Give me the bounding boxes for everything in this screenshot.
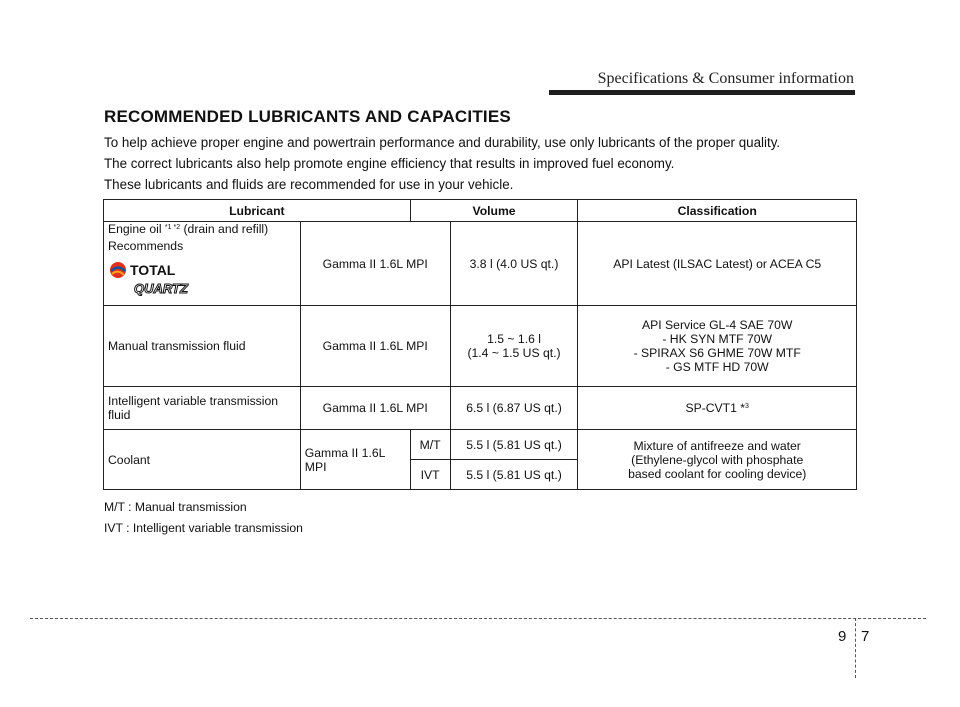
coolant-mt-label: M/T (410, 430, 450, 460)
engine-oil-volume: 3.8 l (4.0 US qt.) (450, 222, 578, 306)
ivt-label: Intelligent variable transmission fluid (104, 387, 301, 430)
ivt-volume: 6.5 l (6.87 US qt.) (450, 387, 578, 430)
classification-line: - GS MTF HD 70W (665, 360, 769, 374)
classification-line: - HK SYN MTF 70W (662, 332, 773, 346)
manual-transmission-engine: Gamma II 1.6L MPI (300, 306, 450, 387)
recommends-label: Recommends (108, 239, 184, 253)
classification-line: - SPIRAX S6 GHME 70W MTF (633, 346, 801, 360)
classification-line: based coolant for cooling device) (628, 466, 807, 481)
classification-line: API Service GL-4 SAE 70W (642, 318, 793, 332)
table-header-row (104, 200, 857, 222)
header-classification: Classification (578, 200, 857, 222)
ivt-footnote: 3 (745, 403, 749, 410)
header-lubricant: Lubricant (104, 200, 411, 222)
coolant-mt-volume: 5.5 l (5.81 US qt.) (450, 430, 578, 460)
table-row (104, 306, 857, 387)
manual-transmission-label: Manual transmission fluid (104, 306, 301, 387)
engine-oil-note: (drain and refill) (183, 222, 269, 236)
coolant-classification (578, 430, 857, 490)
footer-vertical-divider (855, 618, 856, 678)
section-header: Specifications & Consumer information (597, 70, 854, 87)
engine-oil-engine: Gamma II 1.6L MPI (300, 222, 450, 306)
coolant-engine: Gamma II 1.6L MPI (300, 430, 410, 490)
manual-transmission-volume (450, 306, 578, 387)
engine-oil-footnote: *1 *2 (164, 224, 181, 231)
engine-oil-label: Engine oil (108, 222, 162, 236)
volume-line: 1.5 ~ 1.6 l (487, 332, 541, 346)
ivt-classification: SP-CVT1 * (685, 401, 746, 415)
coolant-ivt-volume: 5.5 l (5.81 US qt.) (450, 460, 578, 490)
footer-divider (30, 618, 926, 619)
intro-line: The correct lubricants also help promote engine efficiency that results in improved fuel economy. (104, 156, 675, 171)
coolant-ivt-label: IVT (410, 460, 450, 490)
note-line: IVT : Intelligent variable transmission (104, 521, 303, 535)
table-row (104, 222, 857, 306)
page-title: RECOMMENDED LUBRICANTS AND CAPACITIES (104, 107, 511, 126)
classification-line: Mixture of antifreeze and water (633, 438, 801, 453)
ivt-classification-cell (578, 387, 857, 430)
page-number: 7 (861, 628, 870, 645)
notes (104, 497, 303, 539)
total-quartz-logo (108, 259, 208, 299)
logo-product-text: QUARTZ (134, 281, 188, 296)
table-row (104, 430, 857, 460)
manual-transmission-classification (578, 306, 857, 387)
header-bar (549, 90, 855, 95)
header-volume: Volume (410, 200, 578, 222)
page-chapter: 9 (838, 628, 847, 645)
engine-oil-cell (104, 222, 301, 306)
intro-line: To help achieve proper engine and powertrain performance and durability, use only lubricants of the proper quality. (104, 135, 781, 150)
intro-text (104, 132, 864, 195)
coolant-label: Coolant (104, 430, 301, 490)
classification-line: (Ethylene-glycol with phosphate (631, 452, 804, 467)
intro-line: These lubricants and fluids are recommended for use in your vehicle. (104, 177, 514, 192)
ivt-engine: Gamma II 1.6L MPI (300, 387, 450, 430)
volume-line: (1.4 ~ 1.5 US qt.) (467, 346, 561, 360)
lubricants-table (103, 199, 857, 490)
logo-brand-text: TOTAL (130, 262, 176, 278)
engine-oil-classification: API Latest (ILSAC Latest) or ACEA C5 (578, 222, 857, 306)
note-line: M/T : Manual transmission (104, 500, 247, 514)
table-row (104, 387, 857, 430)
